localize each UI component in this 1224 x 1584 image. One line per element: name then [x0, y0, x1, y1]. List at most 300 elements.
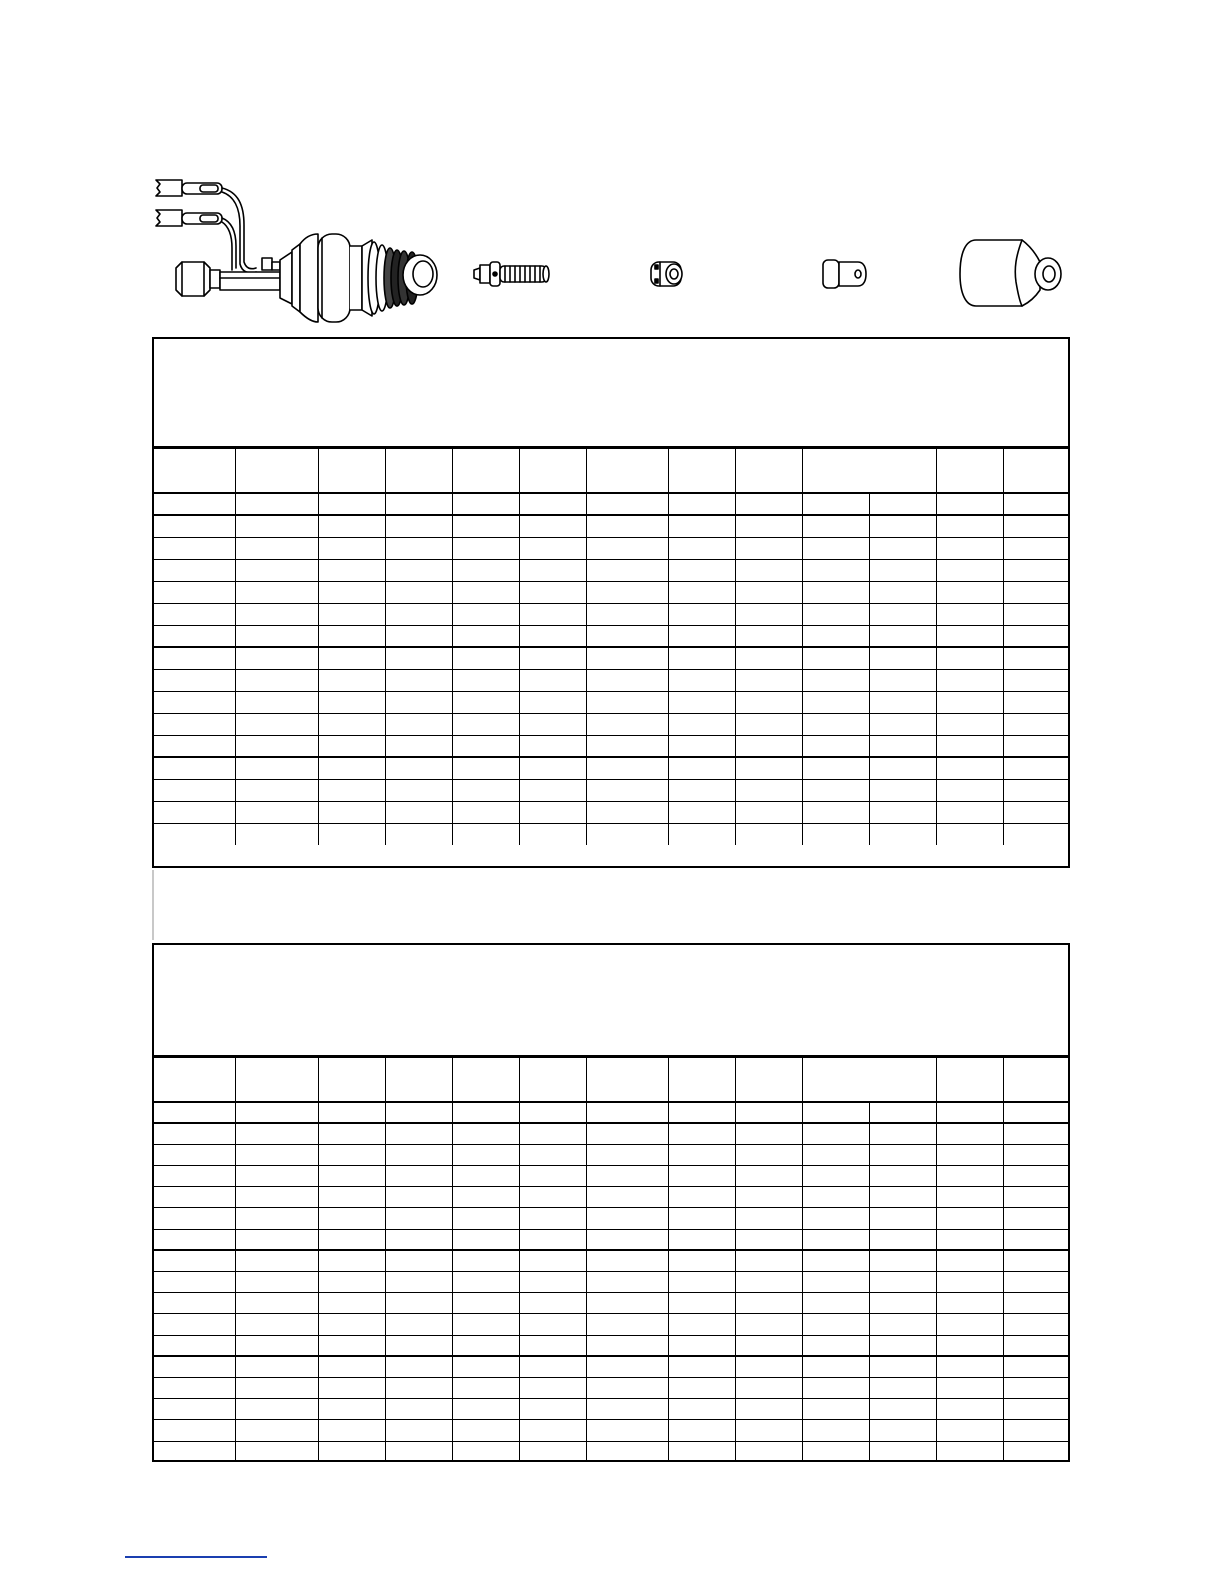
table-cell: [452, 493, 519, 515]
table-cell: [735, 669, 802, 691]
table-cell: [318, 1272, 385, 1293]
table-cell: [586, 1166, 668, 1187]
table-cell: [668, 691, 735, 713]
header-cell: [735, 1058, 802, 1102]
table-cell: [385, 1399, 452, 1420]
table-cell: [668, 1144, 735, 1165]
table-cell: [452, 713, 519, 735]
table-cell: [318, 493, 385, 515]
table-cell: [235, 1208, 318, 1229]
table-cell: [869, 1144, 936, 1165]
table-cell: [154, 1208, 235, 1229]
table-cell: [869, 1272, 936, 1293]
table-cell: [154, 515, 235, 537]
table-cell: [586, 757, 668, 779]
table-cell: [235, 801, 318, 823]
table-cell: [668, 1399, 735, 1420]
table-cell: [869, 1229, 936, 1250]
table-cell: [735, 1187, 802, 1208]
table-cell: [869, 581, 936, 603]
table-row: [154, 1441, 1068, 1462]
swirl-ring-icon: [651, 262, 682, 286]
table-cell: [869, 669, 936, 691]
table-cell: [519, 669, 586, 691]
table-cell: [154, 1314, 235, 1335]
table-cell: [154, 1250, 235, 1271]
table-cell: [586, 1399, 668, 1420]
table-cell: [802, 1166, 869, 1187]
table-cell: [235, 581, 318, 603]
table-cell: [154, 647, 235, 669]
table-row: [154, 515, 1068, 537]
table-cell: [802, 1441, 869, 1462]
table-cell: [735, 581, 802, 603]
table-cell: [519, 1102, 586, 1123]
table-cell: [385, 669, 452, 691]
table-cell: [1003, 1420, 1068, 1441]
table-cell: [154, 603, 235, 625]
table-cell: [802, 1229, 869, 1250]
table-cell: [235, 647, 318, 669]
table-cell: [452, 779, 519, 801]
table-cell: [668, 647, 735, 669]
table-cell: [1003, 493, 1068, 515]
header-cell: [936, 449, 1003, 493]
table-cell: [936, 1250, 1003, 1271]
table-cell: [519, 1399, 586, 1420]
table-cell: [154, 1420, 235, 1441]
table-cell: [586, 713, 668, 735]
table-cell: [802, 1208, 869, 1229]
table-cell: [318, 779, 385, 801]
table-cell: [586, 493, 668, 515]
table-cell: [318, 1420, 385, 1441]
table-cell: [668, 1187, 735, 1208]
table-cell: [235, 823, 318, 845]
table-cell: [1003, 1314, 1068, 1335]
table-cell: [318, 1229, 385, 1250]
table-cell: [154, 1356, 235, 1377]
table-cell: [452, 1208, 519, 1229]
table-cell: [668, 1208, 735, 1229]
spec-grid: [154, 1058, 1068, 1462]
table-cell: [385, 493, 452, 515]
table-cell: [586, 559, 668, 581]
table-cell: [586, 1272, 668, 1293]
table-cell: [1003, 1293, 1068, 1314]
header-cell: [586, 449, 668, 493]
table-cell: [318, 1335, 385, 1356]
table-cell: [735, 1102, 802, 1123]
table-row: [154, 1293, 1068, 1314]
table-cell: [154, 1441, 235, 1462]
table-cell: [1003, 1123, 1068, 1144]
table-cell: [452, 1356, 519, 1377]
table-cell: [802, 1356, 869, 1377]
table-cell: [235, 1250, 318, 1271]
table-cell: [802, 537, 869, 559]
table-cell: [519, 1123, 586, 1144]
table-cell: [869, 559, 936, 581]
table-cell: [235, 603, 318, 625]
table-cell: [154, 537, 235, 559]
table-cell: [519, 1314, 586, 1335]
table-cell: [154, 581, 235, 603]
table-cell: [318, 559, 385, 581]
table-row: [154, 713, 1068, 735]
table-row: [154, 1166, 1068, 1187]
table-cell: [735, 1250, 802, 1271]
table-cell: [586, 1250, 668, 1271]
table-cell: [802, 493, 869, 515]
table-cell: [385, 823, 452, 845]
table-cell: [735, 625, 802, 647]
table-cell: [936, 1187, 1003, 1208]
table-cell: [936, 1335, 1003, 1356]
header-cell: [802, 1058, 936, 1102]
table-cell: [519, 559, 586, 581]
table-cell: [235, 713, 318, 735]
table-cell: [318, 1377, 385, 1398]
table-cell: [452, 801, 519, 823]
table-cell: [235, 493, 318, 515]
table-cell: [668, 1377, 735, 1398]
spec-grid: [154, 449, 1068, 845]
table-cell: [586, 1123, 668, 1144]
table-cell: [385, 1144, 452, 1165]
table-row: [154, 1335, 1068, 1356]
table-cell: [1003, 801, 1068, 823]
table-cell: [936, 625, 1003, 647]
table-cell: [586, 735, 668, 757]
table-cell: [1003, 1441, 1068, 1462]
table-cell: [936, 735, 1003, 757]
header-cell: [668, 449, 735, 493]
table-cell: [452, 1250, 519, 1271]
table-cell: [318, 1250, 385, 1271]
table-cell: [519, 1208, 586, 1229]
table-row: [154, 669, 1068, 691]
table-cell: [519, 1441, 586, 1462]
table-cell: [586, 1441, 668, 1462]
table-cell: [318, 1123, 385, 1144]
table-cell: [802, 1335, 869, 1356]
table-cell: [936, 779, 1003, 801]
table-cell: [519, 713, 586, 735]
table-cell: [235, 691, 318, 713]
table-cell: [936, 823, 1003, 845]
table-cell: [735, 1356, 802, 1377]
table-cell: [452, 1314, 519, 1335]
table-cell: [586, 537, 668, 559]
table-cell: [235, 1187, 318, 1208]
table-cell: [154, 1229, 235, 1250]
table-cell: [936, 1272, 1003, 1293]
table-cell: [735, 559, 802, 581]
table-cell: [519, 1377, 586, 1398]
table-cell: [452, 1102, 519, 1123]
table-cell: [1003, 1356, 1068, 1377]
table-cell: [452, 559, 519, 581]
table-cell: [318, 1144, 385, 1165]
table-cell: [735, 801, 802, 823]
table-cell: [452, 1293, 519, 1314]
table-cell: [735, 757, 802, 779]
table-cell: [1003, 537, 1068, 559]
table-cell: [668, 1229, 735, 1250]
table-cell: [586, 515, 668, 537]
header-row: [154, 449, 1068, 493]
table-cell: [936, 1420, 1003, 1441]
header-cell: [385, 1058, 452, 1102]
table-cell: [235, 1123, 318, 1144]
table-cell: [318, 1293, 385, 1314]
table-cell: [519, 779, 586, 801]
table-cell: [452, 1187, 519, 1208]
table-cell: [936, 647, 1003, 669]
table-cell: [1003, 581, 1068, 603]
footer-link[interactable]: [125, 1556, 267, 1558]
table-cell: [802, 1144, 869, 1165]
table-cell: [1003, 1250, 1068, 1271]
table-cell: [318, 1314, 385, 1335]
table-cell: [519, 823, 586, 845]
table-cell: [235, 1441, 318, 1462]
table-cell: [154, 493, 235, 515]
table-cell: [586, 1420, 668, 1441]
table-cell: [385, 779, 452, 801]
table-cell: [318, 1441, 385, 1462]
table-cell: [735, 1123, 802, 1144]
table-cell: [452, 1441, 519, 1462]
table-cell: [802, 515, 869, 537]
table-cell: [154, 1293, 235, 1314]
table-cell: [802, 1399, 869, 1420]
table-cell: [936, 1208, 1003, 1229]
table-cell: [936, 1293, 1003, 1314]
table-row: [154, 625, 1068, 647]
table-cell: [519, 1293, 586, 1314]
table-cell: [1003, 735, 1068, 757]
table-cell: [385, 603, 452, 625]
table-cell: [1003, 647, 1068, 669]
table-cell: [154, 1377, 235, 1398]
table-cell: [154, 691, 235, 713]
table-cell: [235, 537, 318, 559]
table-cell: [235, 559, 318, 581]
table-cell: [452, 1420, 519, 1441]
table-cell: [869, 779, 936, 801]
table-cell: [735, 603, 802, 625]
table-cell: [385, 1208, 452, 1229]
table-cell: [586, 801, 668, 823]
table-cell: [519, 647, 586, 669]
table-cell: [385, 1123, 452, 1144]
table-cell: [869, 625, 936, 647]
table-cell: [869, 1166, 936, 1187]
table-row: [154, 1144, 1068, 1165]
table-cell: [154, 1187, 235, 1208]
table-cell: [452, 1272, 519, 1293]
table-cell: [936, 603, 1003, 625]
table-cell: [235, 1420, 318, 1441]
table-cell: [586, 1314, 668, 1335]
table-row: [154, 691, 1068, 713]
table-cell: [519, 493, 586, 515]
table-cell: [869, 1250, 936, 1271]
table-cell: [936, 1144, 1003, 1165]
table-cell: [735, 493, 802, 515]
table-cell: [385, 1229, 452, 1250]
table-cell: [385, 1102, 452, 1123]
table-title-area: [154, 945, 1068, 1058]
table-cell: [802, 1272, 869, 1293]
table-cell: [318, 669, 385, 691]
table-cell: [668, 537, 735, 559]
shield-cap-icon: [960, 240, 1061, 306]
table-cell: [385, 1272, 452, 1293]
table-cell: [735, 1377, 802, 1398]
header-cell: [235, 449, 318, 493]
table-cell: [668, 1335, 735, 1356]
table-cell: [385, 559, 452, 581]
table-cell: [452, 669, 519, 691]
table-cell: [452, 1166, 519, 1187]
table-cell: [936, 1123, 1003, 1144]
table-cell: [735, 823, 802, 845]
table-cell: [385, 1187, 452, 1208]
table-cell: [1003, 1187, 1068, 1208]
table-cell: [586, 1293, 668, 1314]
table-cell: [735, 735, 802, 757]
table-cell: [385, 537, 452, 559]
table-cell: [1003, 779, 1068, 801]
table-cell: [385, 713, 452, 735]
table-cell: [235, 1377, 318, 1398]
table-cell: [735, 1272, 802, 1293]
table-cell: [385, 625, 452, 647]
table-cell: [1003, 1335, 1068, 1356]
table-cell: [519, 1335, 586, 1356]
header-cell: [519, 449, 586, 493]
table-cell: [586, 647, 668, 669]
header-cell: [1003, 1058, 1068, 1102]
table-cell: [936, 537, 1003, 559]
table-cell: [802, 669, 869, 691]
table-cell: [1003, 691, 1068, 713]
table-cell: [869, 1441, 936, 1462]
table-cell: [936, 1441, 1003, 1462]
table-cell: [936, 757, 1003, 779]
table-cell: [519, 515, 586, 537]
table-cell: [385, 515, 452, 537]
table-cell: [936, 581, 1003, 603]
table-cell: [235, 1335, 318, 1356]
table-cell: [1003, 1102, 1068, 1123]
table-row: [154, 581, 1068, 603]
table-cell: [318, 1399, 385, 1420]
table-row: [154, 1102, 1068, 1123]
table-row: [154, 537, 1068, 559]
table-cell: [1003, 559, 1068, 581]
table-cell: [519, 537, 586, 559]
table-cell: [452, 515, 519, 537]
table-cell: [802, 801, 869, 823]
table-cell: [385, 1250, 452, 1271]
table-cell: [735, 515, 802, 537]
table-cell: [668, 1441, 735, 1462]
parts-illustration: [0, 0, 1224, 330]
header-cell: [1003, 449, 1068, 493]
header-row: [154, 1058, 1068, 1102]
table-cell: [869, 1399, 936, 1420]
table-cell: [385, 1335, 452, 1356]
table-cell: [452, 581, 519, 603]
table-row: [154, 1272, 1068, 1293]
table-cell: [452, 1377, 519, 1398]
table-cell: [735, 647, 802, 669]
table-cell: [154, 713, 235, 735]
header-cell: [586, 1058, 668, 1102]
table-cell: [869, 1293, 936, 1314]
table-cell: [869, 823, 936, 845]
table-row: [154, 493, 1068, 515]
table-cell: [869, 1123, 936, 1144]
table-cell: [802, 1187, 869, 1208]
table-cell: [869, 1335, 936, 1356]
table-cell: [869, 1208, 936, 1229]
table-cell: [735, 691, 802, 713]
table-cell: [452, 823, 519, 845]
table-cell: [519, 801, 586, 823]
table-cell: [869, 1187, 936, 1208]
table-cell: [668, 581, 735, 603]
table-cell: [586, 1187, 668, 1208]
table-cell: [586, 1144, 668, 1165]
table-cell: [235, 1102, 318, 1123]
table-cell: [802, 1123, 869, 1144]
table-cell: [869, 735, 936, 757]
table-cell: [586, 669, 668, 691]
table-cell: [735, 537, 802, 559]
table-cell: [735, 1420, 802, 1441]
header-cell: [802, 449, 936, 493]
table-cell: [936, 1166, 1003, 1187]
table-cell: [519, 1166, 586, 1187]
table-cell: [1003, 1272, 1068, 1293]
table-cell: [802, 1377, 869, 1398]
table-cell: [735, 1166, 802, 1187]
table-cell: [586, 691, 668, 713]
table-cell: [318, 801, 385, 823]
table-cell: [154, 1335, 235, 1356]
table-cell: [318, 515, 385, 537]
table-cell: [385, 735, 452, 757]
header-cell: [519, 1058, 586, 1102]
table-cell: [452, 625, 519, 647]
header-cell: [735, 449, 802, 493]
table-cell: [318, 625, 385, 647]
table-cell: [668, 669, 735, 691]
table-cell: [668, 757, 735, 779]
table-cell: [802, 735, 869, 757]
table-cell: [668, 1272, 735, 1293]
table-cell: [1003, 669, 1068, 691]
table-cell: [318, 647, 385, 669]
table-cell: [385, 1314, 452, 1335]
table-cell: [385, 647, 452, 669]
table-cell: [235, 1399, 318, 1420]
